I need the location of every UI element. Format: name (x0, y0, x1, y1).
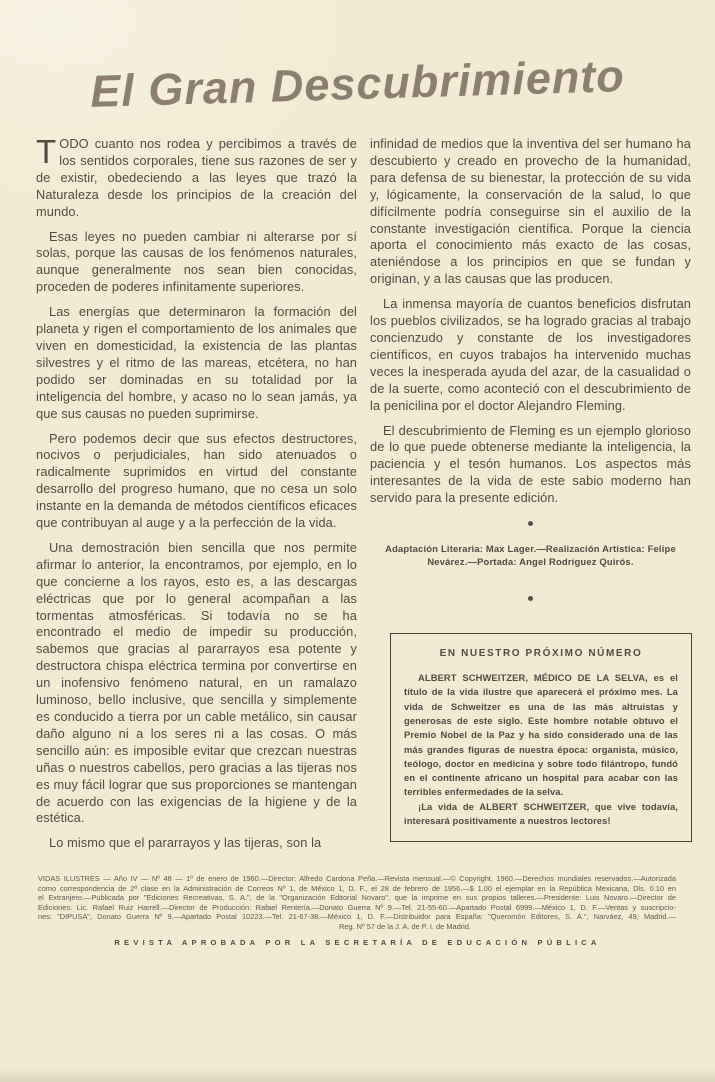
masthead (38, 874, 676, 931)
masthead-line: el Extranjero.—Publicada por "Ediciones Recreativas, S. A.", de la "Organización Editorial Novaro", que la imprime en sus propios talleres.—Presidente: Luis Novaro.—Director de (38, 893, 676, 903)
right-column (370, 136, 691, 852)
masthead-line: nes: "DIPUSA", Donato Guerra Nº 9.—Apartado Postal 10223.—Tel. 21-67-38.—México 1, D. F.—Distribuidor para España: "Queromón Editores, S. A.", Narváez, 49, Madrid.— (38, 912, 676, 922)
lead-paragraph-text: ODO cuanto nos rodea y percibimos a través de los sentidos corporales, tiene sus razones de ser y de existir, obedeciendo a las leyes que trazó la Naturaleza desde los principios de la creación del mundo. (36, 136, 357, 219)
separator-dot-icon (528, 596, 533, 601)
paragraph: Esas leyes no pueden cambiar ni alterarse por sí solas, porque las causas de los fenómenos naturales, aunque generalmente nos sean bien conocidas, proceden de poderes infinitamente superiores. (36, 228, 357, 295)
paragraph: Pero podemos decir que sus efectos destructores, nocivos o perjudiciales, han sido atenuados o radicalmente suprimidos en virtud del constante desarrollo del progreso humano, que no cesa un solo instante en la demanda de métodos científicos eficaces que contribuyan al auge y a la perfección de la vida. (36, 430, 357, 531)
article-columns (36, 133, 691, 852)
approval-line: REVISTA APROBADA POR LA SECRETARÍA DE EDUCACIÓN PÚBLICA (114, 938, 601, 948)
left-column (36, 133, 357, 852)
masthead-line: VIDAS ILUSTRES — Año IV — Nº 48 — 1º de enero de 1960.—Director: Alfredo Cardona Peña.—Revista mensual.—© Copyright, 1960.—Derechos mundiales reservados.—Autorizada (38, 874, 676, 884)
separator-dot-icon (528, 521, 533, 526)
paragraph: Las energías que determinaron la formación del planeta y rigen el comportamiento de los animales que viven en domesticidad, la existencia de las plantas silvestres y el ritmo de las mareas, etcétera, no han podido ser dominadas en su totalidad por la inteligencia del hombre, y acaso no lo sean jamás, ya que sus causas no pueden suprimirse. (36, 304, 357, 421)
page-title: El Gran Descubrimiento (89, 50, 626, 117)
paragraph: infinidad de medios que la inventiva del ser humano ha descubierto y creado en provecho de la humanidad, para defensa de su bienestar, la protección de su vida y, lógicamente, la conservación de la salud, lo que difícilmente podría conseguirse sin el auxilio de la constante investigación científica. Porque la ciencia aporta el conocimiento más exacto de las cosas, ateniéndose a los principios en que se fundan y originan, y a las causas que las producen. (370, 136, 691, 287)
box-closing: ¡La vida de ALBERT SCHWEITZER, que vive todavía, interesará positivamente a nuestros lectores! (404, 800, 678, 826)
masthead-line: Ediciones: Lic. Rafael Ruiz Harrell.—Director de Producción: Rafael Rentería.—Donato Guerra Nº 9.—Tel. 21-55-60.—Apartado Postal 6999.—México 1, D. F.—Ventas y suscripcio- (38, 902, 676, 912)
next-issue-box (390, 633, 692, 842)
paragraph: La inmensa mayoría de cuantos beneficios disfrutan los pueblos civilizados, se ha logrado gracias al trabajo concienzudo y constante de los investigadores científicos, en cuyos trabajos ha intervenido muchas veces la inesperada ayuda del azar, de la casualidad o de la suerte, como aconteció con el descubrimiento de la penicilina por el doctor Alejandro Fleming. (370, 296, 691, 413)
masthead-line: como correspondencia de 2ª clase en la Administración de Correos Nº 1, de México 1, D. F., el 28 de febrero de 1956.—$ 1.00 el ejemplar en la República Mexicana, Dls. 0.10 en (38, 883, 676, 893)
paragraph: Lo mismo que el pararrayos y las tijeras, son la (49, 835, 322, 851)
masthead-line: Reg. Nº 57 de la J. A. de P. I. de Madrid. (339, 921, 471, 931)
box-body: ALBERT SCHWEITZER, MÉDICO DE LA SELVA, es el título de la vida ilustre que aparecerá el próximo mes. La vida de Schweitzer es una de las más altruistas y generosas de este siglo. Este hombre notable obtuvo el Premio Nobel de la Paz y ha sido considerado una de las más grandes figuras de nuestra época: organista, músico, teólogo, doctor en medicina y sobre todo filántropo, fundó en el continente africano un hospital para acabar con las terribles enfermedades de la selva. (404, 672, 678, 798)
credits-line: Adaptación Literaria: Max Lager.—Realización Artística: Felipe Nevárez.—Portada: Angel Rodríguez Quirós. (385, 543, 676, 568)
paragraph: Una demostración bien sencilla que nos permite afirmar lo anterior, la encontramos, por ejemplo, en lo que concierne a los rayos, esto es, a las descargas eléctricas que por lo general acompañan a las tormentas atmosféricas. Si todavía no se ha encontrado el medio de impedir su producción, sabemos que gracias al pararrayos esa potente y destructora chispa eléctrica termina por convertirse en un inofensivo fenómeno natural, en un ramalazo luminoso, bello inclusive, que sencilla y simplemente es conducido a tierra por un cable metálico, sin causar daño alguno ni a los seres ni a las cosas. O más sencillo aún: es imposible evitar que crezcan nuestras uñas o nuestros cabellos, pero gracias a las tijeras nos es muy fácil lograr que sus proporciones se mantengan de acuerdo con las exigencias de la higiene y de la estética. (36, 539, 357, 826)
paragraph: El descubrimiento de Fleming es un ejemplo glorioso de lo que puede obtenerse mediante la inteligencia, la paciencia y el tesón humanos. Los aspectos más interesantes de la vida de este sabio moderno han servido para la presente edición. (370, 422, 691, 506)
box-header: EN NUESTRO PRÓXIMO NÚMERO (439, 648, 643, 660)
drop-cap: T (36, 133, 57, 170)
lead-paragraph (36, 133, 357, 221)
magazine-page (0, 50, 715, 1082)
